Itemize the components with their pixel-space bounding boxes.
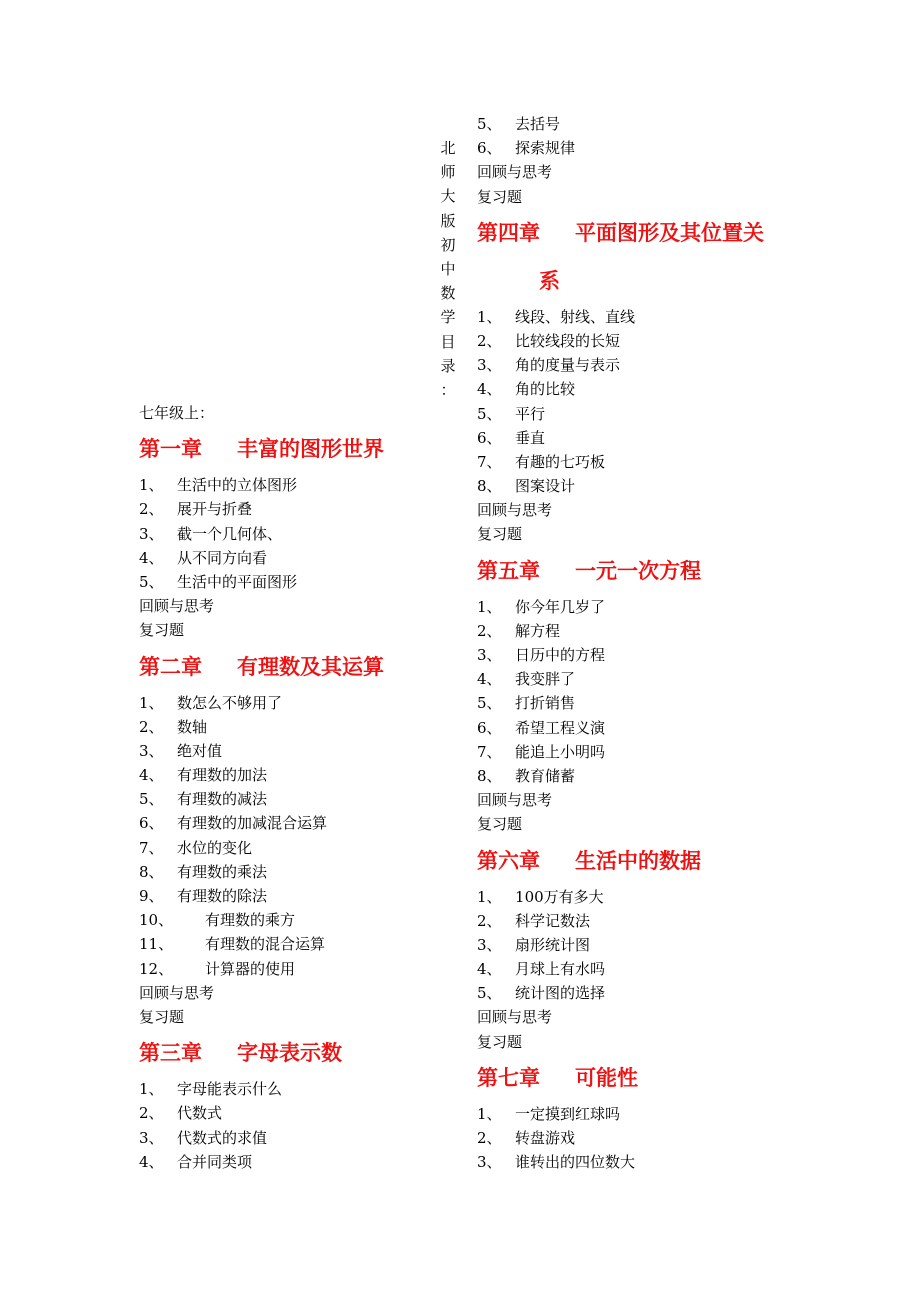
item-title: 生活中的立体图形 — [177, 476, 298, 495]
toc-item — [139, 811, 469, 835]
toc-extra: 复习题 — [477, 815, 523, 834]
vertical-title-char: 初 — [440, 235, 456, 254]
toc-extra: 复习题 — [139, 1007, 185, 1026]
item-title: 科学记数法 — [515, 911, 591, 930]
toc-item — [139, 522, 469, 546]
toc-item — [139, 787, 469, 811]
toc-item — [139, 1150, 469, 1174]
toc-extra: 回顾与思考 — [139, 983, 215, 1002]
chapter-name: 一元一次方程 — [575, 558, 701, 583]
item-number: 10、 — [139, 911, 174, 930]
vertical-title-char: 录 — [440, 356, 456, 375]
chapter-number: 第七章 — [477, 1065, 540, 1090]
toc-item — [477, 329, 807, 353]
vertical-title-char: 中 — [440, 260, 456, 279]
item-title: 有理数的加减混合运算 — [177, 814, 328, 833]
toc-item — [477, 377, 807, 401]
toc-extra: 回顾与思考 — [477, 163, 553, 182]
item-title: 数轴 — [177, 717, 208, 736]
item-title: 转盘游戏 — [515, 1129, 576, 1147]
item-number: 3、 — [139, 741, 164, 760]
toc-item — [477, 981, 807, 1005]
item-number: 2、 — [139, 717, 164, 736]
toc-item — [477, 716, 807, 740]
item-title: 展开与折叠 — [177, 500, 253, 519]
toc-item — [477, 1126, 807, 1150]
item-number: 7、 — [477, 452, 502, 471]
vertical-title-char: 学 — [440, 308, 456, 327]
toc-extra: 回顾与思考 — [477, 791, 553, 810]
item-number: 8、 — [477, 766, 502, 785]
toc-item — [139, 908, 469, 932]
toc-item — [139, 739, 469, 763]
item-title: 扇形统计图 — [515, 935, 591, 954]
item-number: 5、 — [477, 694, 502, 713]
item-title: 谁转出的四位数大 — [515, 1153, 636, 1172]
item-title: 角的比较 — [515, 380, 576, 399]
vertical-title-char: 数 — [440, 284, 456, 303]
item-title: 统计图的选择 — [515, 984, 606, 1003]
vertical-title-char: 大 — [440, 187, 456, 206]
toc-extra: 回顾与思考 — [477, 501, 553, 520]
item-number: 4、 — [139, 1152, 164, 1171]
item-title: 探索规律 — [515, 139, 576, 158]
item-title: 比较线段的长短 — [515, 331, 621, 350]
item-title: 生活中的平面图形 — [177, 572, 298, 591]
vertical-title-char: 版 — [440, 211, 456, 230]
item-number: 1、 — [139, 476, 164, 495]
toc-item — [477, 450, 807, 474]
chapter-name: 有理数及其运算 — [237, 654, 384, 679]
item-title: 代数式 — [177, 1104, 223, 1123]
toc-item — [139, 691, 469, 715]
item-number: 3、 — [477, 646, 502, 664]
toc-item — [139, 836, 469, 860]
chapter-number: 第二章 — [139, 654, 202, 679]
toc-item — [477, 909, 807, 933]
item-title: 从不同方向看 — [177, 548, 268, 567]
chapter-name: 生活中的数据 — [575, 848, 701, 873]
toc-item — [139, 1101, 469, 1125]
toc-item — [477, 643, 807, 667]
toc-item — [477, 474, 807, 498]
item-number: 5、 — [139, 790, 164, 809]
grade-heading: 七年级上： — [139, 404, 215, 422]
toc-extra: 回顾与思考 — [477, 1008, 553, 1027]
item-number: 3、 — [139, 1128, 164, 1147]
item-number: 4、 — [477, 670, 502, 689]
chapter-number: 第六章 — [477, 848, 540, 873]
item-title: 我变胖了 — [515, 670, 576, 689]
item-title: 有趣的七巧板 — [515, 452, 606, 471]
toc-item — [477, 957, 807, 981]
chapter-name: 丰富的图形世界 — [237, 437, 384, 462]
item-title: 100万有多大 — [515, 887, 604, 906]
item-number: 5、 — [477, 404, 502, 423]
vertical-title-char: 师 — [440, 163, 456, 182]
chapter-heading — [477, 1054, 807, 1102]
vertical-title-char: 北 — [440, 139, 456, 157]
item-number: 3、 — [477, 356, 502, 375]
item-number: 2、 — [139, 500, 164, 519]
item-number: 2、 — [139, 1104, 164, 1123]
chapter-number: 第四章 — [477, 220, 540, 245]
item-number: 2、 — [477, 621, 502, 640]
item-number: 4、 — [139, 548, 164, 567]
item-title: 合并同类项 — [177, 1152, 253, 1171]
item-number: 5、 — [477, 984, 502, 1003]
toc-item — [477, 885, 807, 909]
chapter-heading — [139, 643, 469, 691]
item-title: 教育储蓄 — [515, 766, 576, 785]
item-title: 水位的变化 — [177, 838, 253, 857]
item-number: 8、 — [477, 477, 502, 496]
toc-item — [139, 473, 469, 497]
item-title: 你今年几岁了 — [515, 597, 606, 616]
item-title: 代数式的求值 — [177, 1128, 268, 1147]
item-number: 11、 — [139, 935, 174, 954]
item-number: 1、 — [477, 597, 502, 616]
toc-item — [139, 497, 469, 521]
chapter-heading — [477, 209, 807, 305]
toc-extra: 复习题 — [139, 621, 185, 640]
item-number: 3、 — [477, 1153, 502, 1172]
toc-item — [477, 619, 807, 643]
item-title: 数怎么不够用了 — [177, 693, 283, 712]
toc-item — [139, 1126, 469, 1150]
item-number: 4、 — [477, 380, 502, 399]
toc-extra: 复习题 — [477, 187, 523, 206]
item-number: 6、 — [139, 814, 164, 833]
toc-item — [477, 1102, 807, 1126]
toc-extra: 复习题 — [477, 1032, 523, 1051]
toc-item — [139, 570, 469, 594]
item-number: 9、 — [139, 887, 164, 905]
toc-extra: 复习题 — [477, 525, 523, 544]
item-number: 2、 — [477, 331, 502, 350]
item-title: 有理数的除法 — [177, 887, 268, 905]
item-title: 角的度量与表示 — [515, 356, 621, 375]
item-title: 有理数的混合运算 — [205, 935, 326, 954]
item-number: 3、 — [139, 524, 164, 543]
item-number: 4、 — [477, 960, 502, 979]
chapter-name: 平面图形及其位置关 — [575, 220, 764, 245]
vertical-title-char: ： — [440, 381, 456, 400]
item-title: 希望工程义演 — [515, 718, 606, 737]
chapter-number: 第三章 — [139, 1041, 202, 1066]
item-title: 图案设计 — [515, 477, 576, 496]
item-title: 有理数的减法 — [177, 790, 268, 809]
toc-item — [477, 305, 807, 329]
item-number: 2、 — [477, 1129, 502, 1147]
item-number: 6、 — [477, 139, 502, 158]
toc-item — [139, 884, 469, 908]
item-number: 12、 — [139, 959, 174, 978]
toc-item — [139, 1077, 469, 1101]
item-title: 打折销售 — [515, 694, 576, 713]
toc-item — [477, 402, 807, 426]
item-title: 绝对值 — [177, 741, 223, 760]
item-title: 垂直 — [515, 428, 546, 447]
item-title: 解方程 — [515, 621, 561, 640]
toc-item — [139, 763, 469, 787]
toc-item — [139, 546, 469, 570]
item-number: 6、 — [477, 718, 502, 737]
toc-item — [139, 715, 469, 739]
right-column — [477, 112, 807, 1174]
toc-item — [477, 112, 807, 136]
toc-item — [477, 740, 807, 764]
item-title: 能追上小明吗 — [515, 742, 606, 761]
chapter-name-continued: 系 — [539, 268, 560, 293]
item-title: 截一个几何体、 — [177, 524, 283, 543]
item-title: 有理数的乘方 — [205, 911, 296, 930]
chapter-number: 第一章 — [139, 437, 202, 462]
toc-item — [139, 932, 469, 956]
toc-item — [477, 595, 807, 619]
toc-item — [477, 136, 807, 160]
toc-extra: 回顾与思考 — [139, 597, 215, 616]
item-title: 线段、射线、直线 — [515, 307, 636, 326]
chapter-heading — [477, 547, 807, 595]
toc-item — [477, 933, 807, 957]
toc-item — [139, 957, 469, 981]
item-number: 4、 — [139, 766, 164, 785]
item-number: 1、 — [477, 887, 502, 906]
chapter-name: 字母表示数 — [237, 1041, 342, 1066]
item-number: 8、 — [139, 862, 164, 881]
item-title: 去括号 — [515, 115, 561, 133]
toc-item — [477, 764, 807, 788]
toc-item — [477, 667, 807, 691]
chapter-number: 第五章 — [477, 558, 540, 583]
vertical-title-char: 目 — [440, 332, 456, 351]
item-number: 7、 — [477, 742, 502, 761]
toc-item — [139, 860, 469, 884]
toc-item — [477, 426, 807, 450]
toc-item — [477, 691, 807, 715]
item-title: 有理数的加法 — [177, 766, 268, 785]
item-title: 一定摸到红球吗 — [515, 1104, 621, 1123]
item-number: 1、 — [139, 693, 164, 712]
item-title: 有理数的乘法 — [177, 862, 268, 881]
item-number: 6、 — [477, 428, 502, 447]
item-number: 5、 — [477, 115, 502, 133]
chapter-heading — [139, 1029, 469, 1077]
toc-item — [477, 1150, 807, 1174]
item-number: 3、 — [477, 935, 502, 954]
vertical-title — [437, 136, 459, 402]
chapter-heading — [477, 837, 807, 885]
item-title: 平行 — [515, 404, 546, 423]
item-number: 1、 — [477, 307, 502, 326]
item-title: 月球上有水吗 — [515, 960, 606, 979]
item-number: 7、 — [139, 838, 164, 857]
chapter-heading — [139, 425, 469, 473]
item-title: 计算器的使用 — [205, 959, 296, 978]
item-title: 字母能表示什么 — [177, 1080, 283, 1099]
item-title: 日历中的方程 — [515, 646, 606, 664]
item-number: 1、 — [477, 1104, 502, 1123]
chapter-name: 可能性 — [575, 1065, 638, 1090]
item-number: 2、 — [477, 911, 502, 930]
item-number: 1、 — [139, 1080, 164, 1099]
item-number: 5、 — [139, 572, 164, 591]
toc-item — [477, 353, 807, 377]
left-column — [139, 401, 469, 1174]
